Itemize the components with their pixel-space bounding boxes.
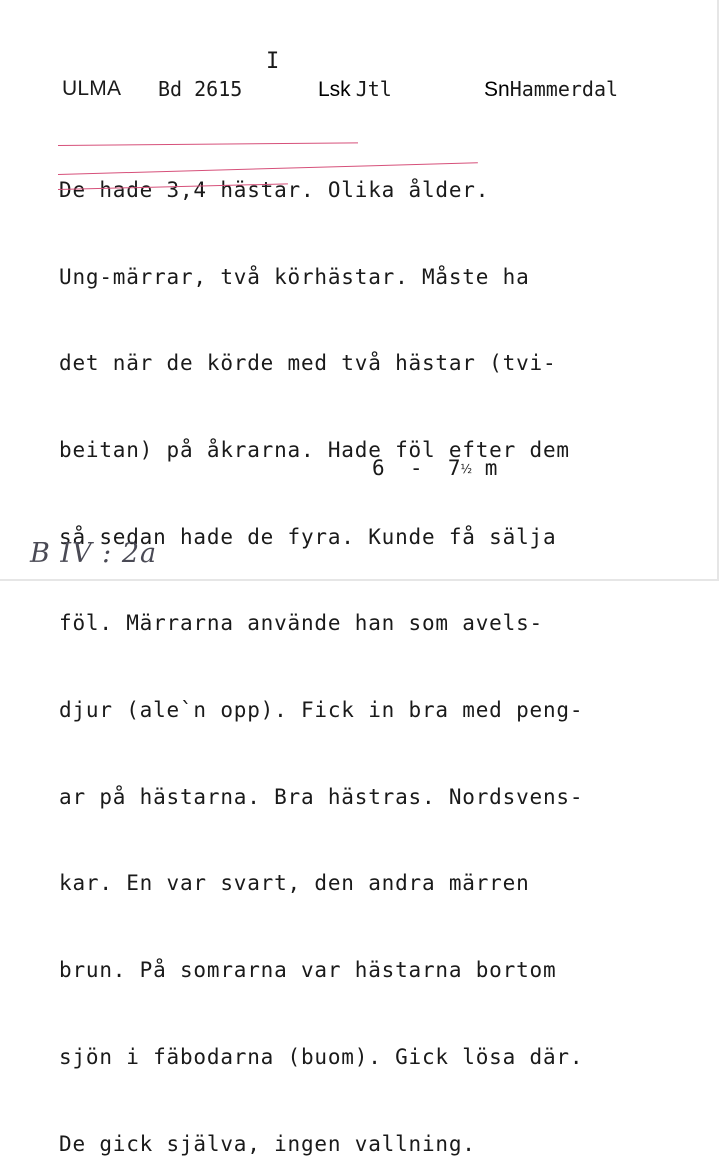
- lsk-label: Lsk: [318, 78, 351, 101]
- body-line: De hade 3,4 hästar. Olika ålder.: [59, 177, 490, 202]
- measure-prefix: 6 - 7: [372, 456, 461, 480]
- district-value: Jtl: [355, 77, 392, 101]
- archive-code: ULMA: [62, 77, 122, 100]
- district-field: [318, 74, 392, 105]
- reference-number: Bd 2615: [158, 77, 243, 101]
- roman-numeral: I: [266, 49, 280, 74]
- measure-unit: m: [472, 456, 498, 480]
- body-line: brun. På somrarna var hästarna bortom: [59, 958, 557, 983]
- body-line: djur (ale`n opp). Fick in bra med peng-: [59, 698, 584, 723]
- parish-value: Hammerdal: [509, 77, 619, 101]
- body-line: det när de körde med två hästar (tvi-: [59, 351, 557, 376]
- body-line: kar. En var svart, den andra märren: [59, 871, 530, 896]
- body-line: Ung-märrar, två körhästar. Måste ha: [59, 264, 530, 289]
- body-text: [59, 118, 709, 1162]
- body-line: beitan) på åkrarna. Hade föl efter dem: [59, 437, 570, 462]
- handwritten-signum: B IV : 2a: [30, 538, 158, 569]
- body-line: så sedan hade de fyra. Kunde få sälja: [59, 524, 557, 549]
- body-line: De gick själva, ingen vallning.: [59, 1131, 476, 1156]
- parish-field: [484, 74, 618, 105]
- body-line: föl. Märrarna använde han som avels-: [59, 611, 543, 636]
- height-measure: [372, 454, 497, 483]
- body-line: sjön i fäbodarna (buom). Gick lösa där.: [59, 1044, 584, 1069]
- body-line: ar på hästarna. Bra hästras. Nordsvens-: [59, 784, 584, 809]
- sn-label: Sn: [484, 78, 510, 101]
- measure-fraction: ½: [460, 462, 473, 476]
